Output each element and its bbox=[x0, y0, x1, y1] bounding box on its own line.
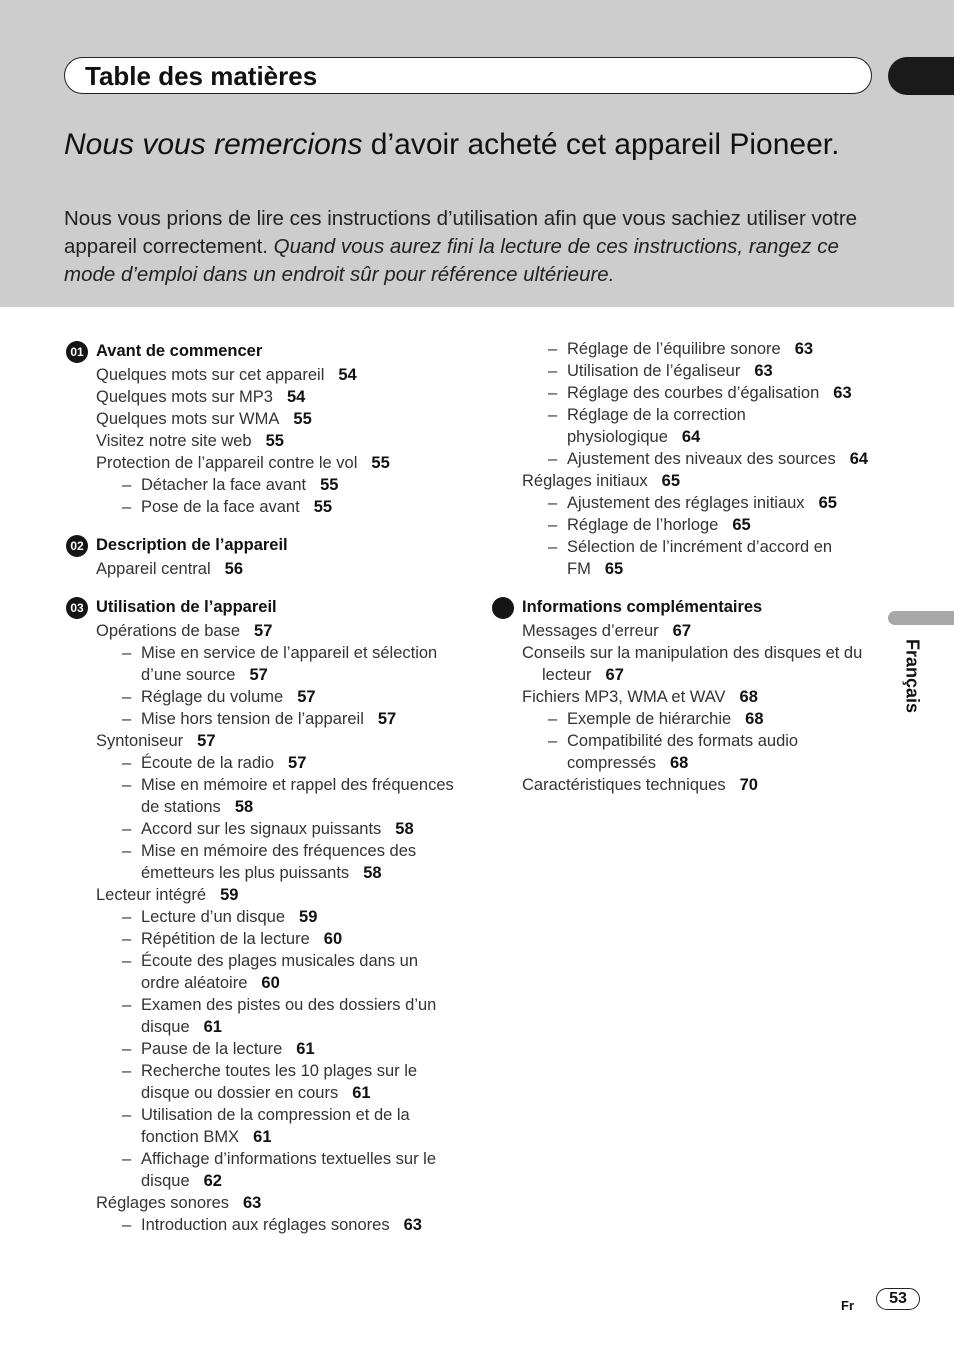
toc-subentry[interactable] bbox=[64, 928, 454, 950]
toc-entry-text: Messages d’erreur bbox=[522, 622, 659, 640]
toc-entry-text: Lecture d’un disque bbox=[141, 908, 286, 926]
toc-entry[interactable] bbox=[64, 1192, 454, 1214]
toc-page-number: 63 bbox=[794, 340, 814, 358]
toc-entry-text: Ajustement des réglages initiaux bbox=[567, 494, 805, 512]
bullet-dash: – bbox=[548, 340, 558, 358]
section-title-bar bbox=[64, 57, 872, 94]
bullet-dash: – bbox=[548, 450, 558, 468]
section-title: Table des matières bbox=[85, 61, 318, 91]
toc-page-number: 63 bbox=[754, 362, 773, 380]
toc-entry-text: Mise hors tension de l’appareil bbox=[141, 710, 364, 728]
side-language-label: Français bbox=[902, 638, 923, 714]
bullet-dash: – bbox=[122, 842, 132, 860]
toc-subentry[interactable] bbox=[64, 1214, 454, 1236]
headline bbox=[64, 128, 884, 162]
toc-page-number: 64 bbox=[849, 450, 869, 468]
toc-page-number: 68 bbox=[745, 710, 764, 728]
toc-entry-text: Pose de la face avant bbox=[141, 498, 300, 516]
toc-subentry[interactable] bbox=[64, 994, 454, 1038]
toc-entry[interactable] bbox=[490, 620, 880, 642]
toc-page-number: 62 bbox=[203, 1172, 222, 1190]
toc-page-number: 59 bbox=[299, 908, 318, 926]
toc-section-header bbox=[490, 594, 880, 620]
toc-subentry[interactable] bbox=[490, 708, 880, 730]
toc-page-number: 68 bbox=[669, 754, 689, 772]
toc-entry-text: Réglage de l’équilibre sonore bbox=[567, 340, 781, 358]
toc-entry-text: Réglage du volume bbox=[141, 688, 284, 706]
toc-entry-text: Réglage des courbes d’égalisation bbox=[567, 384, 820, 402]
toc-page-number: 61 bbox=[352, 1084, 371, 1102]
bullet-dash: – bbox=[548, 538, 558, 556]
toc-entry-text: Quelques mots sur MP3 bbox=[96, 388, 273, 406]
bullet-dash: – bbox=[122, 820, 132, 838]
toc-entry-text: Quelques mots sur WMA bbox=[96, 410, 280, 428]
toc-entry-text: Conseils sur la manipulation des disques et du lecteur bbox=[522, 644, 863, 684]
toc-subentry[interactable] bbox=[64, 950, 454, 994]
toc-entry[interactable] bbox=[64, 430, 454, 452]
toc-entry-text: Appareil central bbox=[96, 560, 211, 578]
intro-plain: Nous vous prions de lire ces instructions d’utilisation afin que vous sachiez utiliser votre appareil correctement. bbox=[64, 207, 858, 258]
headline-italic: Nous vous remercions bbox=[64, 128, 363, 161]
toc-entry-text: Sélection de l’incrément d’accord en FM bbox=[567, 538, 833, 578]
toc-page-number: 65 bbox=[661, 472, 681, 490]
toc-subentry[interactable] bbox=[490, 382, 880, 404]
toc-subentry[interactable] bbox=[64, 708, 454, 730]
toc-section bbox=[490, 594, 880, 796]
chapter-badge: 01 bbox=[66, 341, 88, 363]
toc-entry-text: Écoute des plages musicales dans un ordre aléatoire bbox=[141, 952, 419, 992]
chapter-badge bbox=[492, 597, 514, 619]
toc-page-number: 65 bbox=[604, 560, 624, 578]
toc-entry-text: Examen des pistes ou des dossiers d’un disque bbox=[141, 996, 437, 1036]
toc-section bbox=[64, 532, 454, 580]
toc-page-number: 65 bbox=[818, 494, 837, 512]
toc-entry-text: Quelques mots sur cet appareil bbox=[96, 366, 325, 384]
bullet-dash: – bbox=[548, 406, 558, 424]
toc-entry[interactable] bbox=[64, 730, 454, 752]
toc-entry-text: Réglages initiaux bbox=[522, 472, 648, 490]
toc-entry-text: Réglages sonores bbox=[96, 1194, 229, 1212]
toc-subentry[interactable] bbox=[64, 818, 454, 840]
bullet-dash: – bbox=[122, 498, 132, 516]
toc-entry[interactable] bbox=[64, 386, 454, 408]
toc-entry-text: Utilisation de la compression et de la fonction BMX bbox=[141, 1106, 410, 1146]
toc-section-header bbox=[64, 338, 454, 364]
bullet-dash: – bbox=[548, 494, 558, 512]
bullet-dash: – bbox=[122, 476, 132, 494]
toc-entry-text: Utilisation de l’égaliseur bbox=[567, 362, 741, 380]
toc-subentry[interactable] bbox=[490, 338, 880, 360]
toc-page-number: 57 bbox=[197, 732, 216, 750]
toc-page-number: 63 bbox=[243, 1194, 262, 1212]
toc-page-number: 55 bbox=[293, 410, 312, 428]
toc-entry[interactable] bbox=[64, 620, 454, 642]
toc-section-header bbox=[64, 532, 454, 558]
chapter-badge: 02 bbox=[66, 535, 88, 557]
toc-page-number: 70 bbox=[739, 776, 758, 794]
toc-page-number: 54 bbox=[338, 366, 357, 384]
bullet-dash: – bbox=[122, 996, 132, 1014]
toc-subentry[interactable] bbox=[64, 642, 454, 686]
bullet-dash: – bbox=[122, 1106, 132, 1124]
toc-entry-text: Visitez notre site web bbox=[96, 432, 252, 450]
toc-entry-text: Protection de l’appareil contre le vol bbox=[96, 454, 358, 472]
toc-page-number: 57 bbox=[297, 688, 316, 706]
toc-entry[interactable] bbox=[64, 558, 454, 580]
toc-subentry[interactable] bbox=[64, 840, 454, 884]
toc-entry-text: Ajustement des niveaux des sources bbox=[567, 450, 836, 468]
bullet-dash: – bbox=[548, 710, 558, 728]
toc-section bbox=[64, 594, 454, 1236]
toc-entry-text: Fichiers MP3, WMA et WAV bbox=[522, 688, 726, 706]
header-band bbox=[0, 0, 954, 307]
toc-entry-text: Affichage d’informations textuelles sur le disque bbox=[141, 1150, 437, 1190]
toc-subentry[interactable] bbox=[490, 448, 880, 470]
toc-entry-text: Introduction aux réglages sonores bbox=[141, 1216, 390, 1234]
toc-section bbox=[64, 338, 454, 518]
toc-entry[interactable] bbox=[490, 470, 880, 492]
bullet-dash: – bbox=[122, 754, 132, 772]
toc-subentry[interactable] bbox=[490, 360, 880, 382]
toc-subentry[interactable] bbox=[64, 774, 454, 818]
toc-page-number: 55 bbox=[371, 454, 390, 472]
toc-page-number: 56 bbox=[224, 560, 244, 578]
toc-page-number: 58 bbox=[395, 820, 414, 838]
toc-page-number: 55 bbox=[313, 498, 333, 516]
toc-entry-text: Compatibilité des formats audio compressés bbox=[567, 732, 799, 772]
toc-subentry[interactable] bbox=[64, 496, 454, 518]
toc-page-number: 63 bbox=[403, 1216, 422, 1234]
toc-page-number: 58 bbox=[363, 864, 382, 882]
toc-page-number: 65 bbox=[732, 516, 751, 534]
toc-page-number: 67 bbox=[605, 666, 624, 684]
toc-page-number: 67 bbox=[672, 622, 691, 640]
toc-entry[interactable] bbox=[64, 408, 454, 430]
toc-entry-text: Accord sur les signaux puissants bbox=[141, 820, 382, 838]
toc-subentry[interactable] bbox=[64, 686, 454, 708]
toc-column-left bbox=[64, 338, 454, 1250]
toc-page-number: 61 bbox=[203, 1018, 222, 1036]
toc-entry-text: Caractéristiques techniques bbox=[522, 776, 726, 794]
toc-entry[interactable] bbox=[64, 364, 454, 386]
bullet-dash: – bbox=[122, 644, 132, 662]
intro-paragraph bbox=[64, 205, 894, 289]
toc-page-number: 68 bbox=[739, 688, 758, 706]
toc-column-right bbox=[490, 338, 880, 810]
toc-subentry[interactable] bbox=[64, 1060, 454, 1104]
toc-section-title[interactable]: Utilisation de l’appareil bbox=[96, 598, 277, 616]
toc-subentry[interactable] bbox=[64, 752, 454, 774]
toc-page-number: 55 bbox=[320, 476, 339, 494]
toc-page-number: 60 bbox=[261, 974, 280, 992]
toc-page-number: 61 bbox=[253, 1128, 272, 1146]
toc-entry[interactable] bbox=[490, 774, 880, 796]
toc-entry[interactable] bbox=[64, 452, 454, 474]
intro-italic: Quand vous aurez fini la lecture de ces instructions, rangez ce mode d’emploi dans un endroit sûr pour référence ultérieure. bbox=[64, 235, 839, 286]
toc-entry-text: Écoute de la radio bbox=[141, 754, 275, 772]
toc-page-number: 57 bbox=[377, 710, 397, 728]
toc-page-number: 57 bbox=[288, 754, 307, 772]
toc-subentry[interactable] bbox=[490, 536, 880, 580]
toc-page-number: 63 bbox=[833, 384, 852, 402]
toc-subentry[interactable] bbox=[64, 906, 454, 928]
bullet-dash: – bbox=[122, 776, 132, 794]
footer-language-code: Fr bbox=[841, 1298, 854, 1313]
toc-subentry[interactable] bbox=[64, 1104, 454, 1148]
toc-subentry[interactable] bbox=[490, 730, 880, 774]
toc-section-header bbox=[64, 594, 454, 620]
toc-entry[interactable] bbox=[490, 686, 880, 708]
toc-entry-text: Détacher la face avant bbox=[141, 476, 307, 494]
toc-page-number: 64 bbox=[681, 428, 701, 446]
toc-subentry[interactable] bbox=[64, 1148, 454, 1192]
headline-rest: d’avoir acheté cet appareil Pioneer. bbox=[362, 128, 840, 161]
bullet-dash: – bbox=[548, 362, 558, 380]
toc-entry-text: Réglage de la correction physiologique bbox=[567, 406, 746, 446]
side-language-tab bbox=[888, 611, 954, 625]
toc-entry[interactable] bbox=[64, 884, 454, 906]
bullet-dash: – bbox=[122, 1062, 132, 1080]
toc-entry-text: Pause de la lecture bbox=[141, 1040, 283, 1058]
header-black-tab bbox=[888, 57, 954, 95]
toc-entry-text: Opérations de base bbox=[96, 622, 241, 640]
toc-section-title[interactable]: Avant de commencer bbox=[96, 342, 263, 360]
toc-entry-text: Répétition de la lecture bbox=[141, 930, 310, 948]
toc-page-number: 61 bbox=[296, 1040, 315, 1058]
bullet-dash: – bbox=[122, 1216, 132, 1234]
toc-subentry[interactable] bbox=[64, 1038, 454, 1060]
bullet-dash: – bbox=[122, 930, 132, 948]
toc-page-number: 57 bbox=[254, 622, 273, 640]
bullet-dash: – bbox=[548, 516, 558, 534]
toc-entry-text: Recherche toutes les 10 plages sur le disque ou dossier en cours bbox=[141, 1062, 418, 1102]
bullet-dash: – bbox=[122, 952, 132, 970]
toc-entry[interactable] bbox=[490, 642, 880, 686]
toc-entry-text: Réglage de l’horloge bbox=[567, 516, 719, 534]
toc-page-number: 60 bbox=[323, 930, 343, 948]
bullet-dash: – bbox=[122, 1150, 132, 1168]
toc-subentry[interactable] bbox=[490, 404, 880, 448]
toc-subentry[interactable] bbox=[64, 474, 454, 496]
toc-section-title[interactable]: Description de l’appareil bbox=[96, 536, 288, 554]
toc-entry-text: Exemple de hiérarchie bbox=[567, 710, 732, 728]
toc-entry-text: Mise en mémoire des fréquences des émetteurs les plus puissants bbox=[141, 842, 417, 882]
chapter-badge: 03 bbox=[66, 597, 88, 619]
toc-entry-text: Syntoniseur bbox=[96, 732, 184, 750]
bullet-dash: – bbox=[548, 732, 558, 750]
toc-page-number: 57 bbox=[249, 666, 268, 684]
toc-subentry[interactable] bbox=[490, 492, 880, 514]
toc-page-number: 55 bbox=[265, 432, 284, 450]
toc-section-continued bbox=[490, 338, 880, 580]
bullet-dash: – bbox=[122, 688, 132, 706]
toc-entry-text: Mise en mémoire et rappel des fréquences de stations bbox=[141, 776, 454, 816]
page-number: 53 bbox=[876, 1288, 920, 1310]
toc-page-number: 59 bbox=[220, 886, 239, 904]
toc-page-number: 54 bbox=[287, 388, 306, 406]
bullet-dash: – bbox=[122, 908, 132, 926]
bullet-dash: – bbox=[548, 384, 558, 402]
toc-entry-text: Mise en service de l’appareil et sélection d’une source bbox=[141, 644, 438, 684]
toc-section-title[interactable]: Informations complémentaires bbox=[522, 598, 763, 616]
toc-page-number: 58 bbox=[234, 798, 254, 816]
toc-entry-text: Lecteur intégré bbox=[96, 886, 207, 904]
bullet-dash: – bbox=[122, 710, 132, 728]
toc-subentry[interactable] bbox=[490, 514, 880, 536]
bullet-dash: – bbox=[122, 1040, 132, 1058]
